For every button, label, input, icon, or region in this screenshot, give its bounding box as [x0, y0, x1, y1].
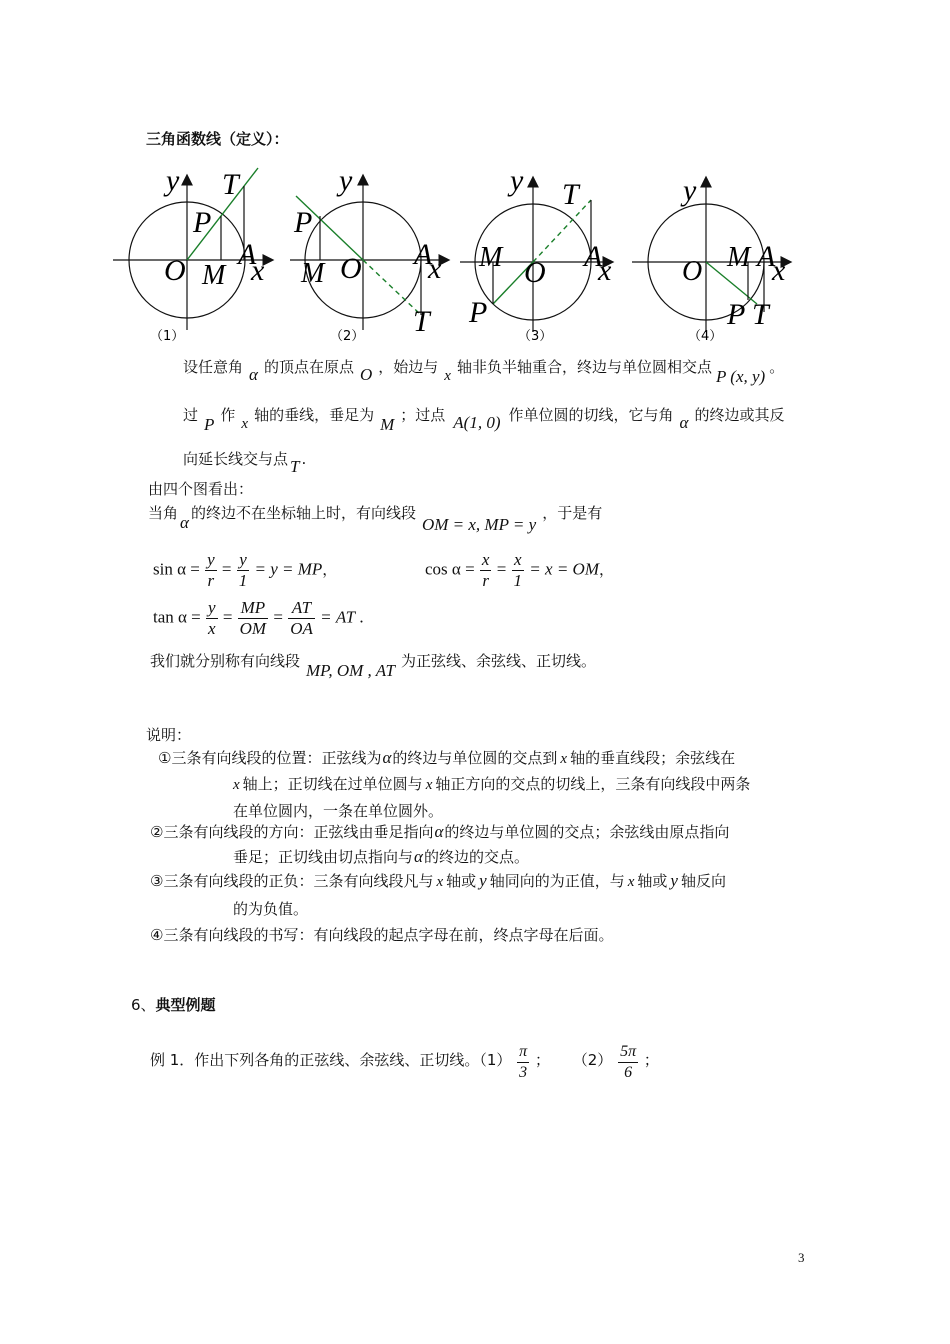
note-2-line-2: 垂足；正切线由切点指向与α的终边的交点。	[233, 847, 529, 866]
fig4-P-label: P	[727, 298, 746, 331]
fig2-A-label: A	[414, 238, 433, 271]
fig3-caption: （3）	[518, 329, 553, 344]
fig3-x-label: x	[598, 254, 612, 287]
page-number: 3	[798, 1250, 805, 1265]
figure-4	[632, 174, 790, 344]
fig4-x-label: x	[772, 254, 786, 287]
fig3-M-label: M	[479, 242, 503, 273]
def-line-1: 设任意角 α 的顶点在原点 O ，始边与 x 轴非负半轴重合，终边与单位圆相交点 P (x, y) 。	[183, 358, 785, 386]
example-1: 例 1．作出下列各角的正弦线、余弦线、正切线。（1） $\frac{\pi}{3}$ ； （2） $\frac{5\pi}{6}$ ；	[150, 1043, 659, 1081]
naming-line: 我们就分别称有向线段 MP, OM , AT 为正弦线、余弦线、正切线。	[150, 652, 596, 680]
def-line-2: 过 P 作 x 轴的垂线，垂足为 M ；过点 A(1, 0) 作单位圆的切线，它与角 α 的终边或其反	[183, 406, 785, 434]
fig3-O-label: O	[524, 256, 546, 289]
fig4-M-label: M	[727, 242, 751, 273]
notes-title: 说明：	[146, 726, 192, 744]
fig4-caption: （4）	[688, 329, 723, 344]
fig1-caption: （1）	[150, 329, 185, 344]
fig4-O-label: O	[682, 256, 703, 287]
note-2-line-1: ②三条有向线段的方向：正弦线由垂足指向α的终边与单位圆的交点；余弦线由原点指向	[150, 822, 730, 841]
fig2-M-label: M	[301, 258, 325, 289]
fig3-P-label: P	[469, 296, 488, 329]
fig1-A-label: A	[238, 238, 257, 271]
fig3-T-label: T	[562, 178, 579, 211]
fig1-M-label: M	[202, 260, 226, 291]
fig1-y-label: y	[166, 164, 180, 197]
def-line-3: 向延长线交与点 T .	[183, 450, 307, 476]
fig2-caption: （2）	[330, 329, 365, 344]
note-3-line-2: 的为负值。	[233, 900, 309, 918]
cos-formula: cos α = $\frac{x}{r}$ = $\frac{x}{1}$ = x = OM，	[425, 550, 614, 590]
fig2-T-label: T	[413, 305, 430, 338]
figure-2	[290, 164, 448, 344]
fig4-y-label: y	[683, 174, 697, 207]
fig1-P-label: P	[193, 206, 212, 239]
note-1-line-3: 在单位圆内，一条在单位圆外。	[233, 802, 444, 820]
observe-line-1: 由四个图看出：	[148, 480, 254, 498]
fig1-O-label: O	[164, 254, 186, 287]
example-section-heading: 6、典型例题	[131, 996, 216, 1014]
tan-formula: tan α = $\frac{y}{x}$ = $\frac{MP}{OM}$ = $\frac{AT}{OA}$ = AT .	[153, 598, 364, 638]
figure-1	[113, 164, 272, 344]
fig2-P-label: P	[294, 206, 313, 239]
section-title: 三角函数线（定义）：	[146, 130, 289, 148]
fig4-T-label: T	[752, 298, 769, 331]
note-1-line-1: ①三条有向线段的位置：正弦线为α的终边与单位圆的交点到 x 轴的垂直线段；余弦线在	[158, 748, 736, 767]
fig4-A-label: A	[757, 240, 776, 273]
fig1-T-label: T	[222, 168, 239, 201]
fig3-y-label: y	[510, 164, 524, 197]
trig-line-figures	[0, 0, 950, 345]
note-3-line-1: ③三条有向线段的正负：三条有向线段凡与 x 轴或 y 轴同向的为正值，与 x 轴或 y 轴反向	[150, 871, 726, 890]
fig2-O-label: O	[340, 252, 362, 285]
sin-formula: sin α = $\frac{y}{r}$ = $\frac{y}{1}$ = y = MP，	[153, 550, 338, 590]
note-4: ④三条有向线段的书写：有向线段的起点字母在前，终点字母在后面。	[150, 926, 614, 944]
fig2-x-label: x	[428, 252, 442, 285]
observe-line-2: 当角 α 的终边不在坐标轴上时，有向线段OM = x, MP = y，于是有	[148, 504, 603, 534]
note-1-line-2: x 轴上；正切线在过单位圆与 x 轴正方向的交点的切线上，三条有向线段中两条	[233, 775, 751, 793]
fig1-x-label: x	[251, 254, 265, 287]
fig3-A-label: A	[584, 240, 603, 273]
fig2-y-label: y	[339, 164, 353, 197]
figure-3	[460, 164, 612, 344]
